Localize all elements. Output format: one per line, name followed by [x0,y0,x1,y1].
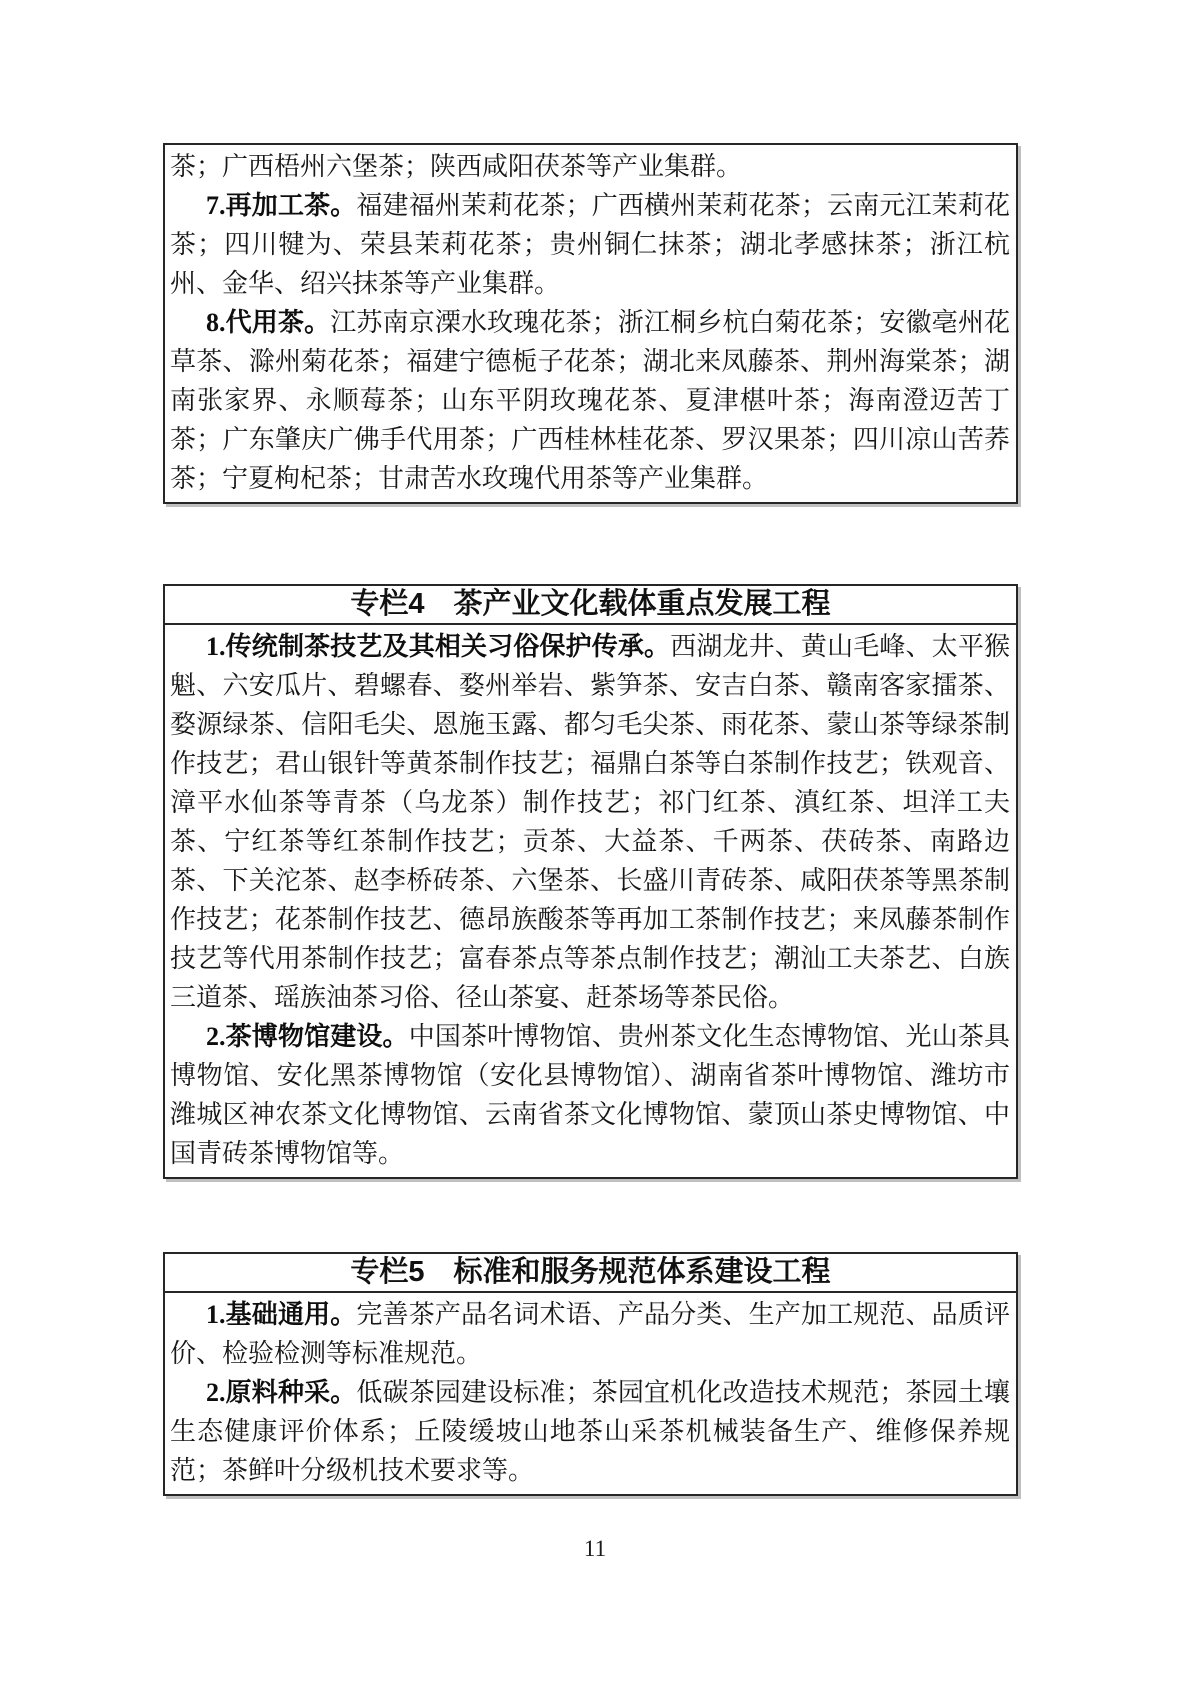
paragraph-lead: 1.基础通用。 [206,1300,357,1329]
panel-column-4 [163,584,1018,1179]
panel-body [165,145,1016,502]
paragraph-item-7 [170,186,1010,303]
panel-body [165,625,1016,1177]
paragraph-text: 中国茶叶博物馆、贵州茶文化生态博物馆、光山茶具博物馆、安化黑茶博物馆（安化县博物馆）、湖南省茶叶博物馆、潍坊市潍城区神农茶文化博物馆、云南省茶文化博物馆、蒙顶山茶史博物馆、中国青砖茶博物馆等。 [170,1022,1010,1168]
paragraph-lead: 7.再加工茶。 [206,191,357,220]
paragraph-lead: 2.原料种采。 [206,1378,357,1407]
paragraph-lead: 2.茶博物馆建设。 [206,1022,409,1051]
paragraph-item-2 [170,1373,1010,1490]
paragraph-lead: 1.传统制茶技艺及其相关习俗保护传承。 [206,632,671,661]
paragraph-lead: 8.代用茶。 [206,308,331,337]
panel-title-column-5: 专栏5 标准和服务规范体系建设工程 [165,1254,1016,1293]
paragraph-text: 低碳茶园建设标准；茶园宜机化改造技术规范；茶园土壤生态健康评价体系；丘陵缓坡山地茶山采茶机械装备生产、维修保养规范；茶鲜叶分级机技术要求等。 [170,1378,1010,1485]
paragraph-item-1 [170,627,1010,1017]
paragraph-text: 江苏南京溧水玫瑰花茶；浙江桐乡杭白菊花茶；安徽亳州花草茶、滁州菊花茶；福建宁德栀子花茶；湖北来凤藤茶、荆州海棠茶；湖南张家界、永顺莓茶；山东平阴玫瑰花茶、夏津椹叶茶；海南澄迈苦丁茶；广东肇庆广佛手代用茶；广西桂林桂花茶、罗汉果茶；四川凉山苦荞茶；宁夏枸杞茶；甘肃苦水玫瑰代用茶等产业集群。 [170,308,1010,493]
page-number: 11 [583,1536,607,1561]
panel-column-5 [163,1252,1018,1496]
paragraph-item-2 [170,1017,1010,1173]
paragraph-text: 西湖龙井、黄山毛峰、太平猴魁、六安瓜片、碧螺春、婺州举岩、紫笋茶、安吉白茶、赣南客家擂茶、婺源绿茶、信阳毛尖、恩施玉露、都匀毛尖茶、雨花茶、蒙山茶等绿茶制作技艺；君山银针等黄茶制作技艺；福鼎白茶等白茶制作技艺；铁观音、漳平水仙茶等青茶（乌龙茶）制作技艺；祁门红茶、滇红茶、坦洋工夫茶、宁红茶等红茶制作技艺；贡茶、大益茶、千两茶、茯砖茶、南路边茶、下关沱茶、赵李桥砖茶、六堡茶、长盛川青砖茶、咸阳茯茶等黑茶制作技艺；花茶制作技艺、德昂族酸茶等再加工茶制作技艺；来凤藤茶制作技艺等代用茶制作技艺；富春茶点等茶点制作技艺；潮汕工夫茶艺、白族三道茶、瑶族油茶习俗、径山茶宴、赶茶场等茶民俗。 [170,632,1010,1012]
paragraph-text: 完善茶产品名词术语、产品分类、生产加工规范、品质评价、检验检测等标准规范。 [170,1300,1010,1368]
panel-body [165,1293,1016,1494]
paragraph-text: 茶；广西梧州六堡茶；陕西咸阳茯茶等产业集群。 [170,152,743,181]
paragraph-item-8 [170,303,1010,498]
paragraph-continuation [170,147,1010,186]
paragraph-text: 福建福州茉莉花茶；广西横州茉莉花茶；云南元江茉莉花茶；四川犍为、荣县茉莉花茶；贵州铜仁抹茶；湖北孝感抹茶；浙江杭州、金华、绍兴抹茶等产业集群。 [170,191,1010,298]
paragraph-item-1 [170,1295,1010,1373]
document-content [163,143,1018,1496]
panel-industry-clusters-continued [163,143,1018,504]
panel-title-column-4: 专栏4 茶产业文化载体重点发展工程 [165,586,1016,625]
